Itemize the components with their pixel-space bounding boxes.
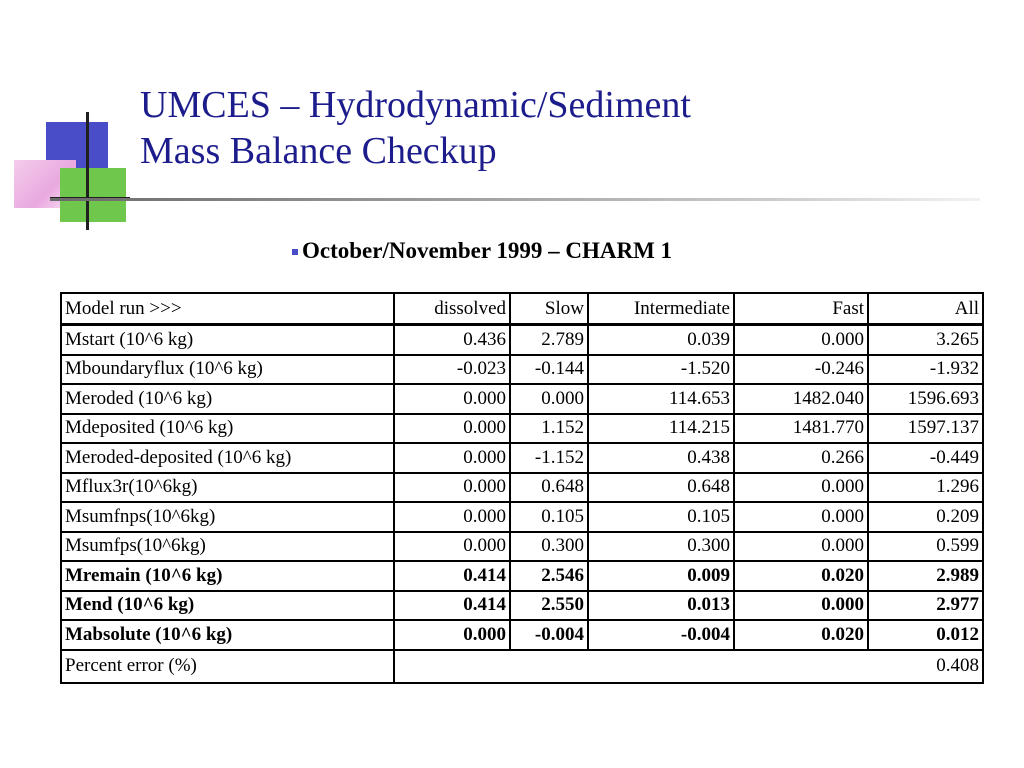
value-cell: 2.546 bbox=[510, 561, 588, 591]
value-cell: 114.215 bbox=[588, 414, 734, 444]
value-cell: 0.039 bbox=[588, 325, 734, 355]
row-label-cell: Meroded-deposited (10^6 kg) bbox=[61, 443, 394, 473]
value-cell: 2.550 bbox=[510, 591, 588, 621]
value-cell: 1481.770 bbox=[734, 414, 868, 444]
value-cell: 0.414 bbox=[394, 561, 510, 591]
row-label-cell: Mend (10^6 kg) bbox=[61, 591, 394, 621]
value-cell: 0.438 bbox=[588, 443, 734, 473]
value-cell: 0.436 bbox=[394, 325, 510, 355]
slide-title-line1: UMCES – Hydrodynamic/Sediment bbox=[140, 84, 691, 126]
table-body bbox=[61, 293, 983, 683]
value-cell: 0.000 bbox=[734, 325, 868, 355]
table-row bbox=[61, 532, 983, 562]
value-cell: 2.989 bbox=[868, 561, 983, 591]
value-cell: 0.000 bbox=[394, 473, 510, 503]
table-row bbox=[61, 502, 983, 532]
table-footer-row bbox=[61, 650, 983, 683]
mass-balance-table bbox=[60, 292, 984, 684]
slide-title bbox=[140, 82, 691, 174]
value-cell: 1.152 bbox=[510, 414, 588, 444]
value-cell: -0.449 bbox=[868, 443, 983, 473]
bullet-icon bbox=[292, 249, 298, 255]
value-cell: 0.209 bbox=[868, 502, 983, 532]
header-cell: dissolved bbox=[394, 293, 510, 325]
value-cell: 0.000 bbox=[394, 414, 510, 444]
slide-title-line2: Mass Balance Checkup bbox=[140, 130, 497, 172]
value-cell: 1597.137 bbox=[868, 414, 983, 444]
value-cell: 0.000 bbox=[394, 620, 510, 650]
value-cell: 0.648 bbox=[510, 473, 588, 503]
decor-green-square bbox=[60, 168, 126, 222]
table-row bbox=[61, 384, 983, 414]
value-cell: 0.013 bbox=[588, 591, 734, 621]
value-cell: 0.105 bbox=[588, 502, 734, 532]
table-header-row bbox=[61, 293, 983, 325]
value-cell: 0.105 bbox=[510, 502, 588, 532]
value-cell: 0.000 bbox=[734, 532, 868, 562]
decor-vertical-line bbox=[86, 112, 89, 230]
table-row bbox=[61, 591, 983, 621]
table-row bbox=[61, 561, 983, 591]
footer-label-cell: Percent error (%) bbox=[61, 650, 394, 683]
table-row bbox=[61, 325, 983, 355]
value-cell: -0.144 bbox=[510, 355, 588, 385]
row-label-cell: Mdeposited (10^6 kg) bbox=[61, 414, 394, 444]
table-row bbox=[61, 414, 983, 444]
value-cell: 0.000 bbox=[394, 502, 510, 532]
value-cell: -1.520 bbox=[588, 355, 734, 385]
value-cell: 0.648 bbox=[588, 473, 734, 503]
value-cell: 0.012 bbox=[868, 620, 983, 650]
row-label-cell: Mremain (10^6 kg) bbox=[61, 561, 394, 591]
header-cell: Slow bbox=[510, 293, 588, 325]
row-label-cell: Meroded (10^6 kg) bbox=[61, 384, 394, 414]
value-cell: 3.265 bbox=[868, 325, 983, 355]
row-label-cell: Mabsolute (10^6 kg) bbox=[61, 620, 394, 650]
row-label-cell: Mflux3r(10^6kg) bbox=[61, 473, 394, 503]
header-cell: All bbox=[868, 293, 983, 325]
value-cell: 0.266 bbox=[734, 443, 868, 473]
value-cell: 0.000 bbox=[734, 473, 868, 503]
header-cell: Model run >>> bbox=[61, 293, 394, 325]
value-cell: 0.000 bbox=[510, 384, 588, 414]
value-cell: 0.009 bbox=[588, 561, 734, 591]
row-label-cell: Msumfnps(10^6kg) bbox=[61, 502, 394, 532]
header-cell: Fast bbox=[734, 293, 868, 325]
footer-value-cell: 0.408 bbox=[394, 650, 983, 683]
value-cell: 0.020 bbox=[734, 620, 868, 650]
value-cell: 1.296 bbox=[868, 473, 983, 503]
value-cell: -1.152 bbox=[510, 443, 588, 473]
value-cell: 1596.693 bbox=[868, 384, 983, 414]
slide-subtitle bbox=[292, 238, 672, 264]
value-cell: -0.023 bbox=[394, 355, 510, 385]
value-cell: 1482.040 bbox=[734, 384, 868, 414]
value-cell: 0.000 bbox=[394, 384, 510, 414]
subtitle-text: October/November 1999 – CHARM 1 bbox=[302, 238, 673, 263]
value-cell: 0.020 bbox=[734, 561, 868, 591]
value-cell: 0.300 bbox=[510, 532, 588, 562]
value-cell: -1.932 bbox=[868, 355, 983, 385]
row-label-cell: Msumfps(10^6kg) bbox=[61, 532, 394, 562]
row-label-cell: Mboundaryflux (10^6 kg) bbox=[61, 355, 394, 385]
table-row bbox=[61, 620, 983, 650]
value-cell: 0.300 bbox=[588, 532, 734, 562]
table-row bbox=[61, 355, 983, 385]
row-label-cell: Mstart (10^6 kg) bbox=[61, 325, 394, 355]
value-cell: 0.000 bbox=[734, 591, 868, 621]
table-row bbox=[61, 443, 983, 473]
title-rule bbox=[50, 198, 980, 201]
value-cell: -0.004 bbox=[588, 620, 734, 650]
value-cell: 0.414 bbox=[394, 591, 510, 621]
value-cell: 0.000 bbox=[394, 532, 510, 562]
value-cell: 0.000 bbox=[734, 502, 868, 532]
value-cell: 0.599 bbox=[868, 532, 983, 562]
value-cell: -0.246 bbox=[734, 355, 868, 385]
value-cell: 2.789 bbox=[510, 325, 588, 355]
value-cell: 0.000 bbox=[394, 443, 510, 473]
value-cell: -0.004 bbox=[510, 620, 588, 650]
value-cell: 2.977 bbox=[868, 591, 983, 621]
header-cell: Intermediate bbox=[588, 293, 734, 325]
table-row bbox=[61, 473, 983, 503]
value-cell: 114.653 bbox=[588, 384, 734, 414]
